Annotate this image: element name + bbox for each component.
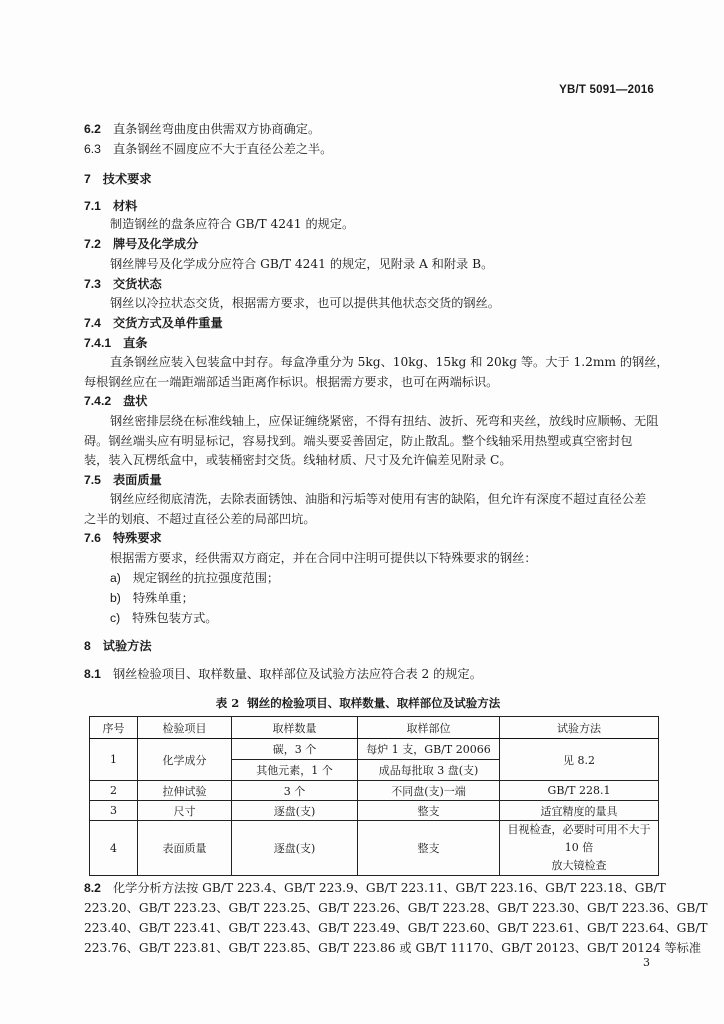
section-8-heading: 8 试验方法 <box>84 639 152 653</box>
clause-7-4-1-text-line1: 直条钢丝应装入包装盒中封存。每盒净重分为 5kg、10kg、15kg 和 20kg 等。大于 1.2mm 的钢丝， <box>110 355 669 369</box>
table-row: 2 拉伸试验 3 个 不同盘(支)一端 GB/T 228.1 <box>90 781 659 801</box>
table-row: 3 尺寸 逐盘(支) 整支 适宜精度的量具 <box>90 801 659 821</box>
clause-7-5-heading: 7.5 表面质量 <box>84 473 162 487</box>
standard-number: YB/T 5091—2016 <box>559 84 654 96</box>
clause-7-4-2-heading: 7.4.2 盘状 <box>84 394 148 408</box>
clause-7-5-text-line1: 钢丝应经彻底清洗，去除表面锈蚀、油脂和污垢等对使用有害的缺陷，但允许有深度不超过直径公差 <box>110 492 647 506</box>
clause-7-3-text: 钢丝以冷拉状态交货，根据需方要求，也可以提供其他状态交货的钢丝。 <box>110 296 500 310</box>
clause-7-4-2-text-line3: 装，装入瓦楞纸盒中，或装桶密封交货。线轴材质、尺寸及允许偏差见附录 C。 <box>84 453 512 467</box>
clause-8-2-line3: 223.40、GB/T 223.41、GB/T 223.43、GB/T 223.49、GB/T 223.60、GB/T 223.61、GB/T 223.64、GB/T <box>84 921 708 935</box>
clause-7-5-text-line2: 之半的划痕、不超过直径公差的局部凹坑。 <box>84 512 316 526</box>
inspection-table <box>89 716 659 876</box>
clause-7-6-text: 根据需方要求，经供需双方商定，并在合同中注明可提供以下特殊要求的钢丝： <box>110 551 537 565</box>
clause-7-4-heading: 7.4 交货方式及单件重量 <box>84 316 223 330</box>
table-caption: 表 2 钢丝的检验项目、取样数量、取样部位及试验方法 <box>215 696 501 710</box>
clause-8-2-line2: 223.20、GB/T 223.23、GB/T 223.25、GB/T 223.26、GB/T 223.28、GB/T 223.30、GB/T 223.36、GB/T <box>84 901 708 915</box>
header-method: 试验方法 <box>500 717 659 739</box>
clause-6-3: 6.3 直条钢丝不圆度应不大于直径公差之半。 <box>84 142 333 156</box>
table-row: 4 表面质量 逐盘(支) 整支 目视检查，必要时可用不大于 10 倍 放大镜检查 <box>90 821 659 876</box>
header-qty: 取样数量 <box>232 717 358 739</box>
clause-7-6-heading: 7.6 特殊要求 <box>84 531 162 545</box>
section-7-heading: 7 技术要求 <box>84 172 152 186</box>
header-no: 序号 <box>90 717 138 739</box>
clause-8-1: 8.1 钢丝检验项目、取样数量、取样部位及试验方法应符合表 2 的规定。 <box>84 667 482 681</box>
clause-7-1-text: 制造钢丝的盘条应符合 GB/T 4241 的规定。 <box>110 217 355 231</box>
list-item-b: b) 特殊单重； <box>110 591 194 605</box>
list-item-c: c) 特殊包装方式。 <box>110 611 218 625</box>
table-header-row <box>90 717 659 739</box>
clause-7-4-2-text-line2: 碍。钢丝端头应有明显标记，容易找到。端头要妥善固定，防止散乱。整个线轴采用热塑或真空密封包 <box>84 434 633 448</box>
table-row: 1 化学成分 碳，3 个 每炉 1 支，GB/T 20066 见 8.2 <box>90 739 659 760</box>
clause-7-4-1-heading: 7.4.1 直条 <box>84 336 148 350</box>
clause-7-1-heading: 7.1 材料 <box>84 199 138 213</box>
table-row: 其他元素，1 个 成品每批取 3 盘(支) <box>90 760 659 781</box>
clause-6-2: 6.2 直条钢丝弯曲度由供需双方协商确定。 <box>84 122 321 136</box>
clause-7-4-2-text-line1: 钢丝密排层绕在标准线轴上，应保证缠绕紧密，不得有扭结、波折、死弯和夹丝，放线时应顺畅、无阻 <box>110 414 659 428</box>
clause-8-2-line4: 223.76、GB/T 223.81、GB/T 223.85、GB/T 223.86 或 GB/T 11170、GB/T 20123、GB/T 20124 等标准 <box>84 941 702 955</box>
clause-7-3-heading: 7.3 交货状态 <box>84 277 162 291</box>
list-item-a: a) 规定钢丝的抗拉强度范围； <box>110 571 280 585</box>
header-item: 检验项目 <box>138 717 232 739</box>
clause-7-2-text: 钢丝牌号及化学成分应符合 GB/T 4241 的规定，见附录 A 和附录 B。 <box>110 257 494 271</box>
page-number: 3 <box>643 956 650 969</box>
clause-7-4-1-text-line2: 每根钢丝应在一端距端部适当距离作标识。根据需方要求，也可在两端标识。 <box>84 375 499 389</box>
clause-7-2-heading: 7.2 牌号及化学成分 <box>84 237 199 251</box>
header-location: 取样部位 <box>358 717 500 739</box>
clause-8-2-line1: 8.2 化学分析方法按 GB/T 223.4、GB/T 223.9、GB/T 223.11、GB/T 223.16、GB/T 223.18、GB/T <box>84 881 666 895</box>
